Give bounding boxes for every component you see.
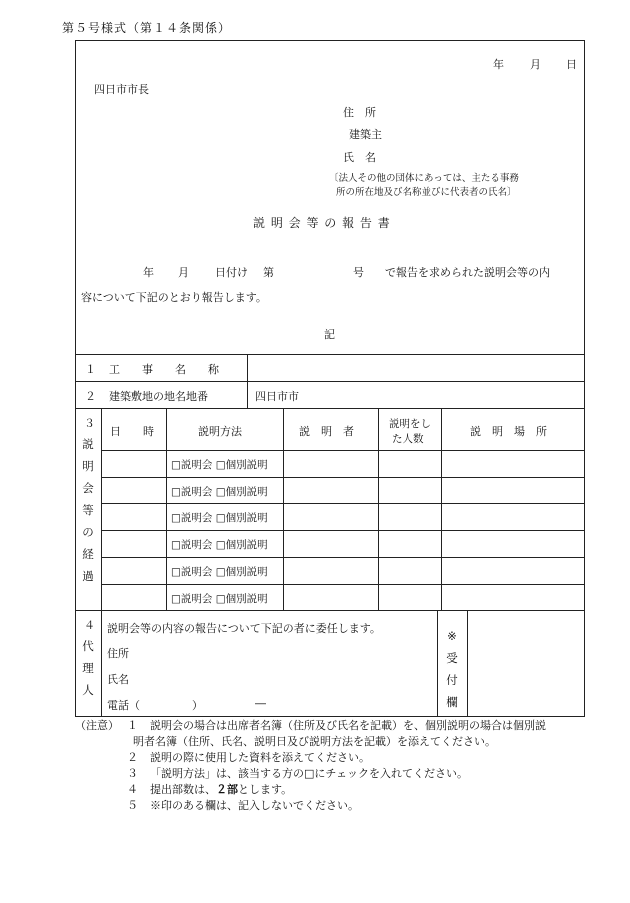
vertical-char: 等 — [82, 503, 94, 517]
vertical-char: 理 — [82, 661, 94, 675]
section3-number: ３ — [84, 417, 95, 430]
agent-phone-label: 電話（ — [107, 699, 140, 712]
note-item — [127, 750, 370, 766]
note-text: 説明会の場合は出席者名簿（住所及び氏名を記載）を、個別説明の場合は個別説 — [150, 719, 546, 732]
method-checkboxes[interactable]: □説明会 □個別説明 — [171, 566, 268, 578]
table-row-divider — [101, 530, 584, 531]
date-month: 月 — [530, 58, 541, 71]
ki-label: 記 — [324, 328, 335, 341]
reception-label — [444, 625, 460, 713]
header-count-line2: た人数 — [392, 433, 424, 445]
notes-prefix: （注意） — [75, 719, 119, 732]
note-item — [127, 798, 359, 814]
row1-top — [75, 354, 585, 355]
addressee: 四日市市長 — [94, 83, 149, 96]
method-checkboxes[interactable]: □説明会 □個別説明 — [171, 539, 268, 551]
form-number: 第５号様式（第１４条関係） — [62, 21, 232, 35]
section2-number: ２ — [85, 390, 96, 403]
reception-right-border — [467, 610, 468, 717]
note-text: 「説明方法」は、該当する方の□にチェックを入れてください。 — [150, 767, 469, 780]
method-checkboxes[interactable]: □説明会 □個別説明 — [171, 593, 268, 605]
table-row-divider — [101, 584, 584, 585]
applicant-note-line1: 〔法人その他の団体にあっては、主たる事務 — [329, 173, 519, 184]
agent-address-label: 住所 — [107, 647, 129, 660]
body-month: 月 — [178, 266, 189, 279]
vertical-char: 代 — [82, 639, 94, 653]
frame-left — [75, 40, 76, 717]
agent-phone-dash: ― — [255, 697, 266, 710]
note-number: ５ — [127, 799, 138, 812]
frame-top — [75, 40, 585, 41]
body-line1-tail: で報告を求められた説明会等の内 — [385, 266, 550, 279]
vertical-char: 受 — [446, 651, 458, 665]
section1-label: 工 事 名 称 — [109, 363, 219, 376]
delegation-text: 説明会等の内容の報告について下記の者に委任します。 — [107, 622, 381, 635]
agent-phone-close: ） — [192, 699, 203, 712]
agent-name-label: 氏名 — [107, 673, 129, 686]
vertical-char: 経 — [82, 547, 94, 561]
header-count-line1: 説明をし — [389, 418, 431, 430]
sec3-col4 — [441, 408, 442, 610]
frame-bottom — [75, 716, 585, 717]
sec3-col2 — [283, 408, 284, 610]
vertical-char: 人 — [82, 683, 94, 697]
note-text: 提出部数は、 — [150, 783, 216, 796]
note-number: ３ — [127, 767, 138, 780]
document-title: 説 明 会 等 の 報 告 書 — [253, 216, 391, 230]
table-row-divider — [101, 503, 584, 504]
note-number: １ — [127, 719, 138, 732]
vertical-char: 会 — [82, 481, 94, 495]
section4-number: ４ — [84, 619, 95, 632]
table-row-divider — [101, 557, 584, 558]
body-dated: 日付け — [215, 266, 248, 279]
section1-value[interactable] — [255, 361, 575, 375]
header-method: 説明方法 — [198, 425, 242, 438]
table-row-divider — [101, 450, 584, 451]
date-year: 年 — [493, 58, 504, 71]
table-row-divider — [101, 477, 584, 478]
note-text: とします。 — [238, 783, 293, 796]
note-number: ４ — [127, 783, 138, 796]
section2-value: 四日市市 — [255, 390, 299, 403]
vertical-char: 過 — [82, 569, 94, 583]
header-datetime: 日 時 — [110, 425, 154, 438]
vertical-char: 欄 — [446, 695, 458, 709]
applicant-address-label: 住 所 — [343, 106, 376, 119]
vertical-char: の — [82, 525, 94, 539]
section4-vertical-label — [80, 635, 96, 701]
body-no-prefix: 第 — [263, 266, 274, 279]
vertical-char: ※ — [447, 629, 457, 643]
body-no-suffix: 号 — [353, 266, 364, 279]
vertical-char: 説 — [82, 437, 94, 451]
frame-right — [584, 40, 585, 717]
note-item — [127, 718, 546, 734]
section1-number: １ — [85, 363, 96, 376]
method-checkboxes[interactable]: □説明会 □個別説明 — [171, 459, 268, 471]
header-place: 説 明 場 所 — [470, 425, 547, 438]
note-item — [127, 782, 292, 798]
note-item — [127, 766, 468, 782]
note-text: 説明の際に使用した資料を添えてください。 — [150, 751, 370, 764]
row4-top — [75, 610, 585, 611]
row3-top — [75, 408, 585, 409]
vertical-char: 付 — [446, 673, 458, 687]
sec3-label-divider — [101, 408, 102, 717]
section3-vertical-label — [80, 433, 96, 587]
reception-left-border — [437, 610, 438, 717]
applicant-role-label: 建築主 — [349, 128, 382, 141]
body-year: 年 — [143, 266, 154, 279]
section1-divider — [247, 354, 248, 408]
section2-label: 建築敷地の地名地番 — [109, 390, 208, 403]
note-continuation: 明者名簿（住所、氏名、説明日及び説明方法を記載）を添えてください。 — [133, 735, 496, 748]
applicant-note-line2: 所の所在地及び名称並びに代表者の氏名〕 — [336, 187, 517, 198]
note-text-bold: ２部 — [216, 783, 238, 796]
applicant-name-label: 氏 名 — [343, 151, 376, 164]
method-checkboxes[interactable]: □説明会 □個別説明 — [171, 486, 268, 498]
row2-top — [75, 381, 585, 382]
header-explainer: 説 明 者 — [299, 425, 354, 438]
method-checkboxes[interactable]: □説明会 □個別説明 — [171, 512, 268, 524]
body-line2: 容について下記のとおり報告します。 — [81, 291, 267, 304]
note-number: ２ — [127, 751, 138, 764]
vertical-char: 明 — [82, 459, 94, 473]
sec3-col1 — [166, 408, 167, 610]
date-day: 日 — [566, 58, 577, 71]
sec3-col3 — [378, 408, 379, 610]
note-text: ※印のある欄は、記入しないでください。 — [150, 799, 359, 812]
